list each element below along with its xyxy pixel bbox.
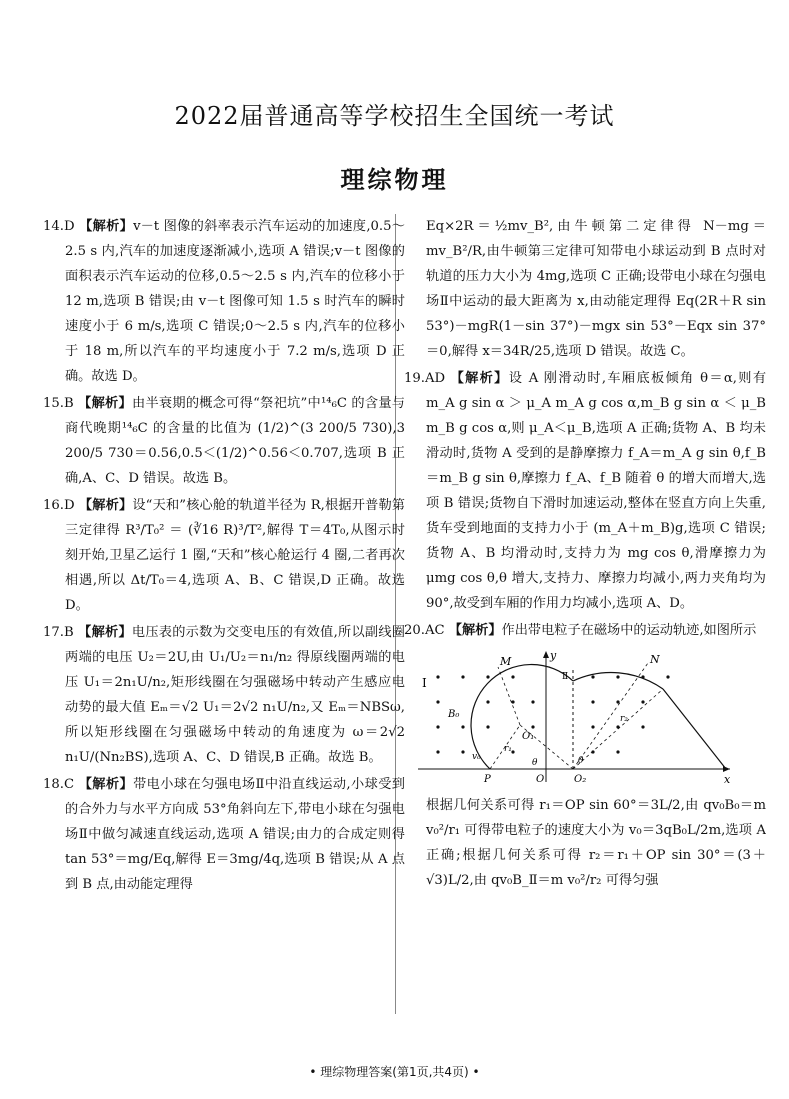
trajectory-figure bbox=[408, 647, 738, 787]
page-title: 2022届普通高等学校招生全国统一考试 bbox=[174, 102, 615, 130]
label-o2: O₂ bbox=[574, 774, 587, 785]
straight-trajectory bbox=[663, 689, 726, 769]
question-18-continued: Eq×2R＝½mv_B²,由牛顿第二定律得 N－mg＝mv_B²/R,由牛顿第三定律可知带电小球运动到 B 点时对轨道的压力大小为 4mg,选项 C 正确;设带电小球在匀强电场Ⅱ中运动的最大距离为 x,由动能定理得 Eq(2R＋R sin 53°)－mgR(1－sin 37°)－mgx sin 53°－Eqx sin 37°＝0,解得 x＝34R/25,选项 D 错误。故选 C。 bbox=[426, 219, 766, 359]
label-o1: O₁ bbox=[522, 731, 535, 742]
question-20: 20.AC 【解析】作出带电粒子在磁场中的运动轨迹,如图所示 bbox=[404, 623, 757, 638]
question-15: 15.B 【解析】由半衰期的概念可得“祭祀坑”中¹⁴₆C 的含量与商代晚期¹⁴₆C 的含量的比值为 (1/2)^(3 200/5 730),3 200/5 730＝0.56,0.5＜(1/2)^0.56＜0.707,选项 B 正确,A、C、D 错误。故选 B。 bbox=[43, 396, 405, 486]
label-theta-2: θ bbox=[578, 756, 584, 766]
label-r1: r₁ bbox=[504, 744, 512, 754]
label-m: M bbox=[500, 655, 512, 668]
page-subtitle: 理综物理 bbox=[340, 166, 449, 194]
question-16: 16.D 【解析】设“天和”核心舱的轨道半径为 R,根据开普勒第三定律得 R³/T₀² ＝ (∛16 R)³/T²,解得 T＝4T₀,从图示时刻开始,卫星乙运行 1 圈,“天和”核心舱运行 4 圈,二者再次相遇,所以 Δt/T₀＝4,选项 A、B、C 错误,D 正确。故选 D。 bbox=[43, 498, 405, 613]
label-region-1: I bbox=[422, 676, 427, 690]
arc-trajectory-1 bbox=[471, 665, 573, 769]
field-dots-region-2 bbox=[591, 675, 669, 753]
question-20-continued: 根据几何关系可得 r₁＝OP sin 60°＝3L/2,由 qv₀B₀＝m v₀²/r₁ 可得带电粒子的速度大小为 v₀＝3qB₀L/2m,选项 A 正确;根据几何关系可得 r₂＝r₁＋OP sin 30°＝(3＋√3)L/2,由 qv₀B_Ⅱ＝m v₀²/r₂ 可得匀强 bbox=[426, 798, 766, 888]
question-17: 17.B 【解析】电压表的示数为交变电压的有效值,所以副线圈两端的电压 U₂＝2U,由 U₁/U₂＝n₁/n₂ 得原线圈两端的电压 U₁＝2n₁U/n₂,矩形线圈在匀强磁场中转动产生感应电动势的最大值 Eₘ＝√2 U₁＝2√2 n₁U/n₂,又 Eₘ＝NBSω,所以矩形线圈在匀强磁场中转动的角速度为 ω＝2√2 n₁U/(Nn₂BS),选项 A、C、D 错误,B 正确。故选 B。 bbox=[43, 625, 405, 765]
label-p: P bbox=[484, 774, 491, 785]
label-region-2: Ⅱ bbox=[562, 672, 569, 682]
y-axis-arrow bbox=[543, 651, 549, 658]
page-footer: • 理综物理答案(第1页,共4页) • bbox=[309, 1065, 480, 1079]
right-column bbox=[404, 214, 766, 1014]
label-y: y bbox=[550, 649, 557, 662]
label-theta-1: θ bbox=[532, 758, 538, 768]
label-r2: r₂ bbox=[620, 714, 628, 724]
label-v0: v₀ bbox=[472, 752, 481, 762]
label-n: N bbox=[650, 653, 660, 666]
label-o: O bbox=[536, 774, 545, 785]
arc-trajectory-2 bbox=[573, 673, 663, 689]
left-column bbox=[43, 214, 405, 1004]
question-18: 18.C 【解析】带电小球在匀强电场Ⅱ中沿直线运动,小球受到的合外力与水平方向成 53°角斜向左下,带电小球在匀强电场Ⅱ中做匀减速直线运动,选项 A 错误;由力的合成定则得 tan 53°＝mg/Eq,解得 E＝3mg/4q,选项 B 错误;从 A 点到 B 点,由动能定理得 bbox=[43, 777, 405, 892]
question-19: 19.AD 【解析】设 A 刚滑动时,车厢底板倾角 θ＝α,则有 m_A g sin α ＞ μ_A m_A g cos α,m_B g sin α ＜ μ_B m_B g cos α,则 μ_A＜μ_B,选项 A 正确;货物 A、B 均未滑动时,货物 A 受到的是静摩擦力 f_A＝m_A g sin θ,f_B＝m_B g sin θ,摩擦力 f_A、f_B 随着 θ 的增大而增大,选项 B 错误;货物自下滑时加速运动,整体在竖直方向上失重,货车受到地面的支持力小于 (m_A＋m_B)g,选项 C 错误;货物 A、B 均滑动时,支持力为 mg cos θ,滑摩擦力为 μmg cos θ,θ 增大,支持力、摩擦力均减小,两力夹角均为 90°,故受到车厢的作用力均减小,选项 A、D。 bbox=[404, 371, 766, 611]
label-x: x bbox=[724, 773, 731, 786]
question-14: 14.D 【解析】v－t 图像的斜率表示汽车运动的加速度,0.5～2.5 s 内,汽车的加速度逐渐减小,选项 A 错误;v－t 图像的面积表示汽车运动的位移,0.5～2.5 s 内,汽车的位移小于 12 m,选项 B 错误;由 v－t 图像可知 1.5 s 时汽车的瞬时速度小于 6 m/s,选项 C 错误;0～2.5 s 内,汽车的位移小于 18 m,所以汽车的平均速度小于 7.2 m/s,选项 D 正确。故选 D。 bbox=[43, 219, 405, 384]
trajectory-diagram bbox=[408, 647, 738, 787]
label-b0: B₀ bbox=[448, 709, 460, 720]
line-m bbox=[498, 667, 520, 725]
line-n bbox=[573, 663, 648, 769]
